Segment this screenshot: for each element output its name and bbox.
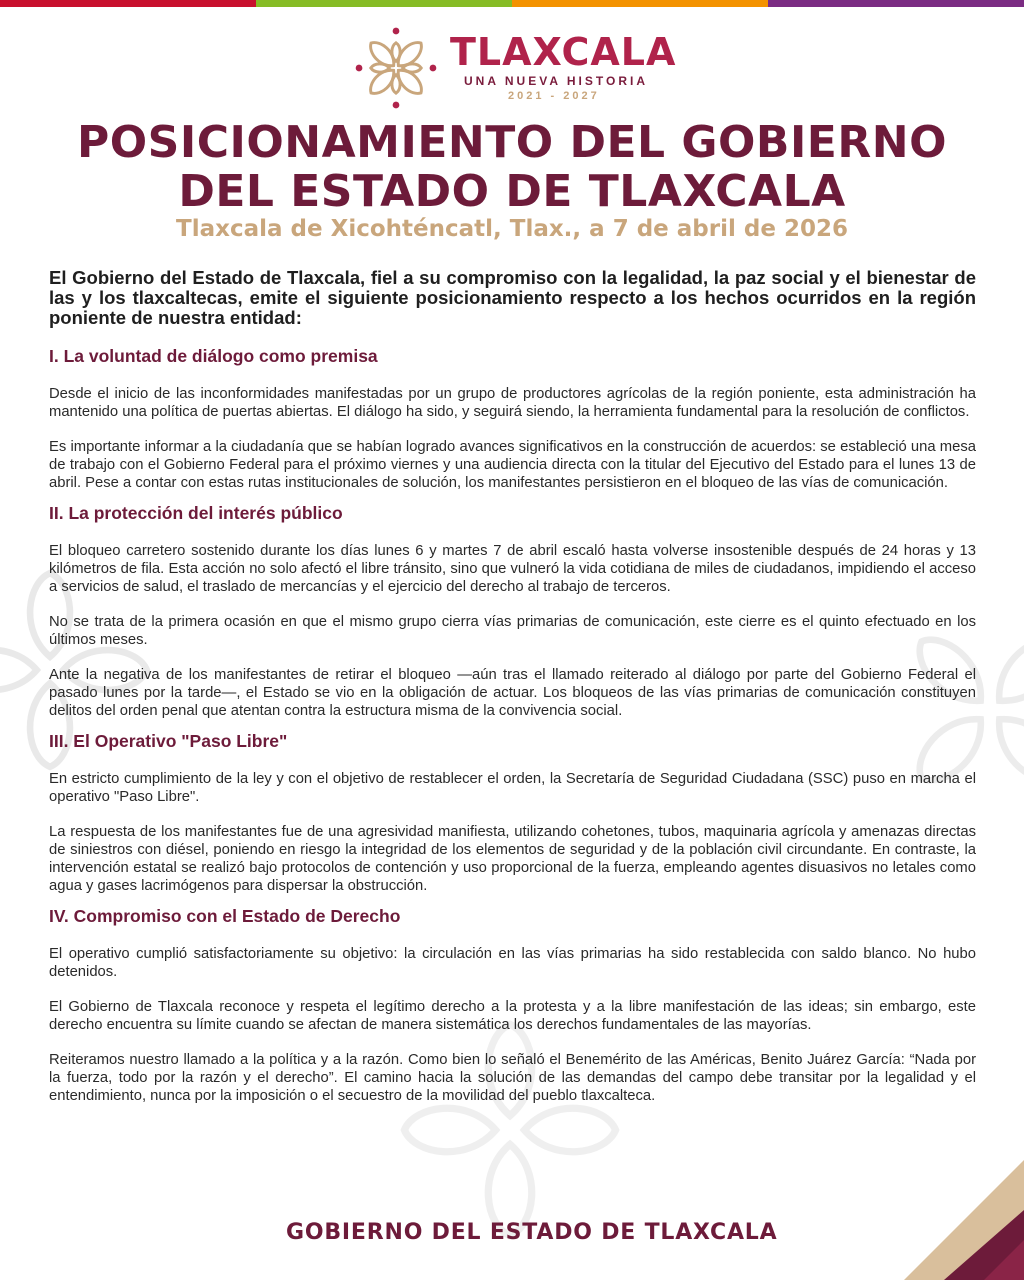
title-line-2: DEL ESTADO DE TLAXCALA <box>178 166 846 217</box>
section-3 <box>49 730 976 895</box>
section-paragraph: Reiteramos nuestro llamado a la política y a la razón. Como bien lo señaló el Benemérito de las Américas, Benito Juárez García: “Nada por la fuerza, todo por la razón y el derecho”. El camino hacia la solución de las demandas del campo debe transitar por la legalidad y el entendimiento, nunca por la imposición o el secuestro de la movilidad del pueblo tlaxcalteca. <box>49 1052 976 1104</box>
section-paragraph: Ante la negativa de los manifestantes de retirar el bloqueo —aún tras el llamado reiterado al diálogo por parte del Gobierno Federal el pasado lunes por la tarde—, el Estado se vio en la obligación de actuar. Los bloqueos de las vías primarias de comunicación constituyen delitos del orden penal que atentan contra la estructura misma de la convivencia social. <box>49 667 976 719</box>
section-paragraph: No se trata de la primera ocasión en que el mismo grupo cierra vías primarias de comunicación, este cierre es el quinto efectuado en los últimos meses. <box>49 614 976 648</box>
logo-title: TLAXCALA <box>450 30 677 74</box>
top-bar-orange <box>512 0 768 7</box>
section-paragraph: En estricto cumplimiento de la ley y con el objetivo de restablecer el orden, la Secretaría de Seguridad Ciudadana (SSC) puso en marcha el operativo "Paso Libre". <box>49 771 976 805</box>
document-title <box>40 118 984 216</box>
tlaxcala-logo <box>354 26 677 110</box>
section-paragraph: Desde el inicio de las inconformidades manifestadas por un grupo de productores agrícolas de la región poniente, esta administración ha mantenido una política de puertas abiertas. El diálogo ha sido, y seguirá siendo, la herramienta fundamental para la resolución de conflictos. <box>49 386 976 420</box>
section-4 <box>49 905 976 1105</box>
section-2 <box>49 502 976 720</box>
intro-paragraph: El Gobierno del Estado de Tlaxcala, fiel a su compromiso con la legalidad, la paz social y el bienestar de las y los tlaxcaltecas, emite el siguiente posicionamiento respecto a los hechos ocurridos en la región poniente de nuestra entidad: <box>49 267 976 328</box>
section-paragraph: La respuesta de los manifestantes fue de una agresividad manifiesta, utilizando cohetones, tubos, maquinaria agrícola y amenazas directas de siniestros con diésel, poniendo en riesgo la integridad de los elementos de seguridad y de la población civil circundante. En contraste, la intervención estatal se realizó bajo protocolos de contención y uso proporcional de la fuerza, empleando agentes disuasivos no letales como agua y gases lacrimógenos para dispersar la obstrucción. <box>49 824 976 894</box>
top-bar-purple <box>768 0 1024 7</box>
footer-government-name: GOBIERNO DEL ESTADO DE TLAXCALA <box>286 1220 778 1245</box>
section-paragraph: El bloqueo carretero sostenido durante los días lunes 6 y martes 7 de abril escaló hasta volverse insostenible después de 24 horas y 13 kilómetros de fila. Esta acción no solo afectó el libre tránsito, sino que vulneró la vida cotidiana de miles de ciudadanos, impidiendo el acceso a servicios de salud, el traslado de mercancías y el ejercicio del derecho al trabajo de terceros. <box>49 543 976 595</box>
section-paragraph: El Gobierno de Tlaxcala reconoce y respeta el legítimo derecho a la protesta y a la libre manifestación de las ideas; sin embargo, este derecho encuentra su límite cuando se afectan de manera sistemática los derechos fundamentales de las mayorías. <box>49 999 976 1033</box>
document-body <box>49 268 976 1115</box>
top-bar-red <box>0 0 256 7</box>
section-paragraph: El operativo cumplió satisfactoriamente su objetivo: la circulación en las vías primarias ha sido restablecida con saldo blanco. No hubo detenidos. <box>49 946 976 980</box>
tlaxcala-flower-emblem-icon <box>354 26 438 110</box>
section-1 <box>49 345 976 492</box>
section-heading: II. La protección del interés público <box>49 503 343 523</box>
top-color-bar <box>0 0 1024 7</box>
document-date: Tlaxcala de Xicohténcatl, Tlax., a 7 de abril de 2026 <box>176 216 848 242</box>
top-bar-green <box>256 0 512 7</box>
logo-period: 2021 - 2027 <box>508 90 600 102</box>
section-heading: III. El Operativo "Paso Libre" <box>49 731 288 751</box>
section-heading: IV. Compromiso con el Estado de Derecho <box>49 906 401 926</box>
section-paragraph: Es importante informar a la ciudadanía que se habían logrado avances significativos en la construcción de acuerdos: se estableció una mesa de trabajo con el Gobierno Federal para el próximo viernes y una audiencia directa con la titular del Ejecutivo del Estado para el lunes 13 de abril. Pese a contar con estas rutas institucionales de solución, los manifestantes persistieron en el bloqueo de las vías de comunicación. <box>49 439 976 491</box>
title-line-1: POSICIONAMIENTO DEL GOBIERNO <box>77 117 947 168</box>
corner-decoration <box>884 1140 1024 1280</box>
logo-subtitle: UNA NUEVA HISTORIA <box>464 74 649 88</box>
section-heading: I. La voluntad de diálogo como premisa <box>49 346 378 366</box>
